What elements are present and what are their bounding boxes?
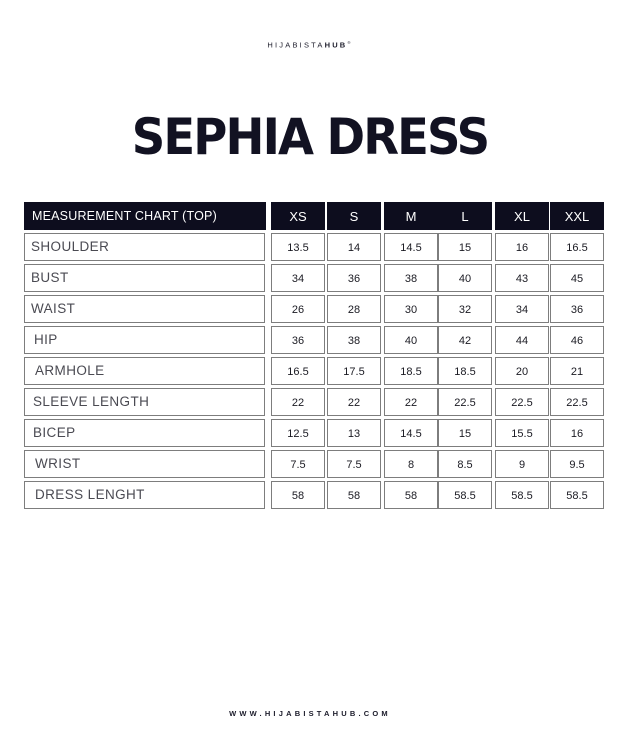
table-cell: 38: [384, 264, 438, 292]
table-cell: 28: [327, 295, 381, 323]
table-cell: 34: [495, 295, 549, 323]
table-cell: 16: [495, 233, 549, 261]
table-cell: 18.5: [384, 357, 438, 385]
table-cell: 16: [550, 419, 604, 447]
table-cell: 22: [327, 388, 381, 416]
table-cell: 21: [550, 357, 604, 385]
table-cell: 22.5: [438, 388, 492, 416]
table-cell: 13: [327, 419, 381, 447]
table-cell: 58: [271, 481, 325, 509]
size-header-xs: XS: [271, 202, 325, 230]
row-label: ARMHOLE: [24, 357, 265, 385]
table-cell: 15.5: [495, 419, 549, 447]
table-cell: 46: [550, 326, 604, 354]
table-cell: 8: [384, 450, 438, 478]
size-header-m: M: [384, 202, 438, 230]
row-label: BUST: [24, 264, 265, 292]
footer-url: WWW.HIJABISTAHUB.COM: [229, 709, 391, 718]
table-cell: 16.5: [550, 233, 604, 261]
table-cell: 58.5: [550, 481, 604, 509]
row-label: WAIST: [24, 295, 265, 323]
page-title: SEPHIA DRESS: [131, 108, 489, 166]
table-cell: 15: [438, 419, 492, 447]
table-cell: 8.5: [438, 450, 492, 478]
table-cell: 17.5: [327, 357, 381, 385]
table-cell: 58.5: [438, 481, 492, 509]
row-label: SLEEVE LENGTH: [24, 388, 265, 416]
size-header-s: S: [327, 202, 381, 230]
table-cell: 14: [327, 233, 381, 261]
table-cell: 40: [384, 326, 438, 354]
table-cell: 30: [384, 295, 438, 323]
table-cell: 7.5: [271, 450, 325, 478]
row-label: HIP: [24, 326, 265, 354]
table-cell: 32: [438, 295, 492, 323]
row-label: BICEP: [24, 419, 265, 447]
brand-bold: HUB: [324, 40, 348, 50]
table-cell: 58.5: [495, 481, 549, 509]
table-cell: 13.5: [271, 233, 325, 261]
table-cell: 22.5: [495, 388, 549, 416]
table-cell: 38: [327, 326, 381, 354]
table-cell: 45: [550, 264, 604, 292]
size-header-xl: XL: [495, 202, 549, 230]
table-cell: 22: [384, 388, 438, 416]
brand-prefix: HIJABISTA: [267, 40, 325, 50]
table-cell: 58: [384, 481, 438, 509]
table-cell: 9.5: [550, 450, 604, 478]
table-cell: 44: [495, 326, 549, 354]
table-cell: 40: [438, 264, 492, 292]
table-cell: 36: [550, 295, 604, 323]
table-cell: 7.5: [327, 450, 381, 478]
table-cell: 43: [495, 264, 549, 292]
table-cell: 22.5: [550, 388, 604, 416]
row-label: DRESS LENGHT: [24, 481, 265, 509]
brand-logo: [0, 40, 620, 50]
table-cell: 58: [327, 481, 381, 509]
table-cell: 9: [495, 450, 549, 478]
size-header-xxl: XXL: [550, 202, 604, 230]
table-cell: 14.5: [384, 233, 438, 261]
table-cell: 36: [327, 264, 381, 292]
table-header-label: MEASUREMENT CHART (TOP): [24, 202, 266, 230]
table-cell: 18.5: [438, 357, 492, 385]
table-cell: 20: [495, 357, 549, 385]
size-header-l: L: [438, 202, 492, 230]
table-cell: 15: [438, 233, 492, 261]
brand-mark: ®: [347, 40, 353, 45]
table-cell: 34: [271, 264, 325, 292]
table-cell: 26: [271, 295, 325, 323]
table-cell: 16.5: [271, 357, 325, 385]
row-label: WRIST: [24, 450, 265, 478]
table-cell: 12.5: [271, 419, 325, 447]
row-label: SHOULDER: [24, 233, 265, 261]
table-cell: 14.5: [384, 419, 438, 447]
table-cell: 22: [271, 388, 325, 416]
table-cell: 42: [438, 326, 492, 354]
table-cell: 36: [271, 326, 325, 354]
